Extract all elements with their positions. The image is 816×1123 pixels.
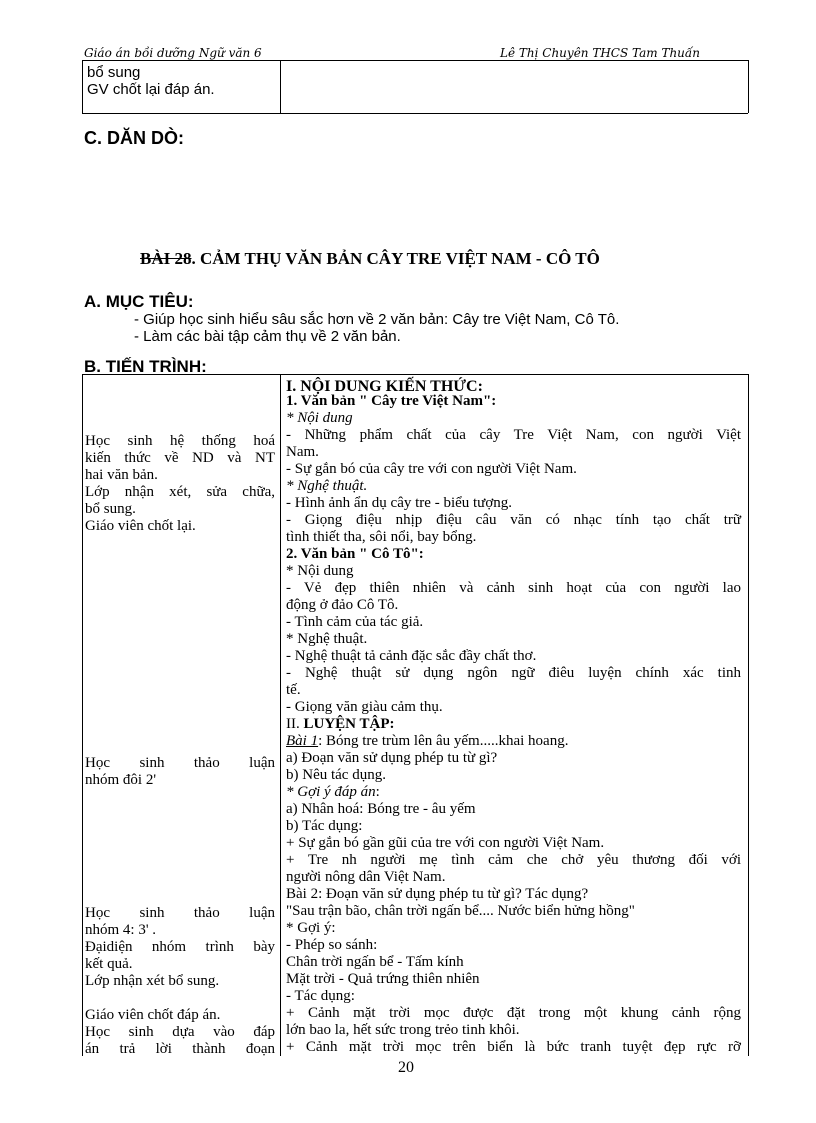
heading-luyen-tap-text: LUYỆN TẬP: bbox=[303, 716, 395, 732]
top-table-bottom-border bbox=[82, 113, 748, 114]
left-text: Giáo viên chốt lại. bbox=[85, 518, 196, 534]
header-left: Giáo án bồi dưỡng Ngữ văn 6 bbox=[84, 46, 262, 60]
hint-1-label: * Gợi ý đáp án bbox=[286, 784, 376, 800]
section-c-heading: C. DĂN DÒ: bbox=[84, 128, 184, 148]
exercise-1 bbox=[286, 733, 568, 750]
left-text: Lớp nhận xét bổ sung. bbox=[85, 973, 220, 989]
label-nghe-thuat-2: * Nghệ thuật. bbox=[286, 631, 368, 647]
content-line: a) Đoạn văn sử dụng phép tu từ gì? bbox=[286, 750, 498, 766]
content-line: Mặt trời - Quả trứng thiên nhiên bbox=[286, 971, 480, 987]
content-line: b) Nêu tác dụng. bbox=[286, 767, 386, 783]
top-table-right-border bbox=[748, 60, 749, 113]
left-text: Học sinh dựa vào đáp bbox=[85, 1024, 275, 1040]
content-line: động ở đảo Cô Tô. bbox=[286, 597, 399, 613]
left-text: kết quả. bbox=[85, 956, 133, 972]
content-line: - Giọng văn giàu cảm thụ. bbox=[286, 699, 443, 715]
left-text: Học sinh thảo luận bbox=[85, 755, 275, 771]
exercise-2-quote: "Sau trận bão, chân trời ngấn bể.... Nước biển hửng hồng" bbox=[286, 903, 635, 919]
label-noi-dung-1: * Nội dung bbox=[286, 410, 353, 426]
left-text: kiến thức về ND và NT bbox=[85, 450, 275, 466]
left-text: Đạidiện nhóm trình bày bbox=[85, 939, 275, 955]
heading-luyen-tap-num: II. bbox=[286, 716, 304, 732]
left-text: Lớp nhận xét, sửa chữa, bbox=[85, 484, 275, 500]
exercise-1-text: : Bóng tre trùm lên âu yếm.....khai hoang. bbox=[318, 733, 569, 749]
header-right: Lê Thị Chuyên THCS Tam Thuấn bbox=[500, 46, 700, 60]
hint-1 bbox=[286, 784, 380, 801]
label-nghe-thuat-1: * Nghệ thuật. bbox=[286, 478, 368, 494]
content-line: - Nghệ thuật sử dụng ngôn ngữ điêu luyện chính xác tinh bbox=[286, 665, 741, 681]
left-text: bổ sung. bbox=[85, 501, 136, 517]
content-line: + Cảnh mặt trời mọc trên biển là bức tranh tuyệt đẹp rực rỡ bbox=[286, 1039, 741, 1055]
content-line: a) Nhân hoá: Bóng tre - âu yếm bbox=[286, 801, 476, 817]
left-text: nhóm 4: 3' . bbox=[85, 922, 157, 938]
content-line: người nông dân Việt Nam. bbox=[286, 869, 446, 885]
left-text: nhóm đôi 2' bbox=[85, 772, 157, 788]
content-line: Nam. bbox=[286, 444, 319, 460]
top-table-divider bbox=[280, 60, 281, 113]
content-line: - Nghệ thuật tả cảnh đặc sắc đầy chất thơ. bbox=[286, 648, 537, 664]
heading-co-to: 2. Văn bản " Cô Tô": bbox=[286, 546, 424, 562]
content-line: - Sự gắn bó của cây tre với con người Việt Nam. bbox=[286, 461, 577, 477]
left-text: Học sinh thảo luận bbox=[85, 905, 275, 921]
content-line: - Tác dụng: bbox=[286, 988, 355, 1004]
exercise-2: Bài 2: Đoạn văn sử dụng phép tu từ gì? Tác dụng? bbox=[286, 886, 589, 902]
main-table-right-border bbox=[748, 374, 749, 1056]
section-a-heading: A. MỤC TIÊU: bbox=[84, 292, 194, 311]
top-table-left-border bbox=[82, 60, 83, 113]
lesson-number: BÀI 28 bbox=[140, 249, 192, 268]
hint-1-colon: : bbox=[375, 784, 380, 800]
left-text: án trả lời thành đoạn bbox=[85, 1041, 275, 1057]
section-b-heading: B. TIẾN TRÌNH: bbox=[84, 357, 207, 376]
top-table-line1: bổ sung bbox=[87, 64, 141, 81]
main-table-left-border bbox=[82, 374, 83, 1056]
content-line: + Sự gắn bó gần gũi của tre với con người Việt Nam. bbox=[286, 835, 605, 851]
content-line: tình thiết tha, sôi nổi, bay bổng. bbox=[286, 529, 477, 545]
content-line: b) Tác dụng: bbox=[286, 818, 363, 834]
content-line: - Vẻ đẹp thiên nhiên và cảnh sinh hoạt của con người lao bbox=[286, 580, 741, 596]
content-line: lớn bao la, hết sức trong trẻo tinh khôi. bbox=[286, 1022, 520, 1038]
header-rule bbox=[82, 60, 748, 61]
hint-2: * Gợi ý: bbox=[286, 920, 336, 936]
content-line: - Tình cảm của tác giả. bbox=[286, 614, 424, 630]
heading-cay-tre: 1. Văn bản " Cây tre Việt Nam": bbox=[286, 393, 497, 409]
lesson-title bbox=[140, 249, 600, 269]
main-table-divider bbox=[280, 374, 281, 1056]
heading-luyen-tap bbox=[286, 716, 394, 733]
main-table-top-border bbox=[82, 374, 748, 375]
label-noi-dung-2: * Nội dung bbox=[286, 563, 354, 579]
objective-2: - Làm các bài tập cảm thụ về 2 văn bản. bbox=[134, 328, 401, 345]
top-table-line2: GV chốt lại đáp án. bbox=[87, 81, 215, 98]
content-line: - Phép so sánh: bbox=[286, 937, 378, 953]
content-line: - Hình ảnh ẩn dụ cây tre - biểu tượng. bbox=[286, 495, 512, 511]
left-text: hai văn bản. bbox=[85, 467, 158, 483]
content-line: + Cảnh mặt trời mọc được đặt trong một khung cảnh rộng bbox=[286, 1005, 741, 1021]
objective-1: - Giúp học sinh hiểu sâu sắc hơn về 2 văn bản: Cây tre Việt Nam, Cô Tô. bbox=[134, 311, 620, 328]
heading-noi-dung: I. NỘI DUNG KIẾN THỨC: bbox=[286, 378, 483, 395]
lesson-title-text: . CẢM THỤ VĂN BẢN CÂY TRE VIỆT NAM - CÔ TÔ bbox=[191, 249, 600, 268]
left-text: Giáo viên chốt đáp án. bbox=[85, 1007, 221, 1023]
page-number: 20 bbox=[398, 1059, 414, 1076]
content-line: - Giọng điệu nhịp điệu câu văn có nhạc tính tạo chất trữ bbox=[286, 512, 741, 528]
exercise-1-label: Bài 1 bbox=[286, 733, 319, 749]
content-line: - Những phẩm chất của cây Tre Việt Nam, con người Việt bbox=[286, 427, 741, 443]
left-text: Học sinh hệ thống hoá bbox=[85, 433, 275, 449]
content-line: + Tre nh người mẹ tình cảm che chở yêu thương đối với bbox=[286, 852, 741, 868]
content-line: tế. bbox=[286, 682, 301, 698]
content-line: Chân trời ngấn bể - Tấm kính bbox=[286, 954, 464, 970]
